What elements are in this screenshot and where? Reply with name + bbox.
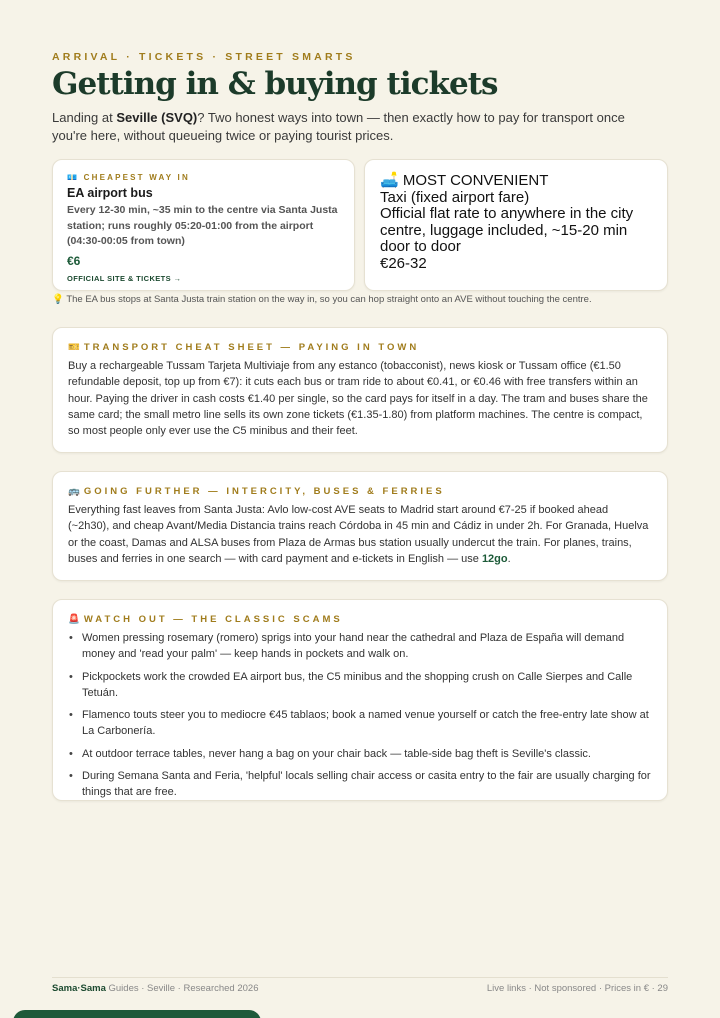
option-price: €26-32 xyxy=(380,254,427,272)
section-heading: 🚌 GOING FURTHER — INTERCITY, BUSES & FERRIES xyxy=(68,486,445,497)
option-card-taxi xyxy=(364,159,668,291)
footer-credits: Sama·Sama Guides · Seville · Researched 2026 xyxy=(52,983,259,994)
option-card-bus xyxy=(52,159,355,291)
section-body: Everything fast leaves from Santa Justa: Avlo low-cost AVE seats to Madrid start around €7-25 if booked ahead (~2h30), and cheap Avant/Media Distancia trains reach Córdoba in 45 min and Cádiz in under 2h. For Granada, Huelva or the coast, Damas and ALSA buses from Plaza de Armas bus station usually undercut the train. For planes, trains, buses and ferries in one search — with card payment and e-tickets in English — use 12go. xyxy=(68,504,649,565)
list-item: • At outdoor terrace tables, never hang a bag on your chair back — table-side bag theft is Seville's classic. xyxy=(68,746,652,762)
sofa-icon: 🛋️ xyxy=(380,172,399,189)
section-heading: 🚨 WATCH OUT — THE CLASSIC SCAMS xyxy=(68,614,343,625)
official-site-link[interactable]: OFFICIAL SITE & TICKETS → xyxy=(67,273,182,283)
section-body: Buy a rechargeable Tussam Tarjeta Multiviaje from any estanco (tobacconist), news kiosk or Tussam office (€1.50 refundable deposit, top up from €7): it cuts each bus or tram ride to about €0.41, or €0.46 with free transfers within an hour. Paying the driver in cash costs €1.40 per single, so the card pays for itself in a day. The tram and buses share the same card; the small metro line sells its own zone tickets (€1.35-1.80) from platform machines. The centre is compact, so most people only ever use the C5 minibus and their feet. xyxy=(68,360,648,438)
list-item: • Pickpockets work the crowded EA airport bus, the C5 minibus and the shopping crush on Calle Sierpes and Calle Tetuán. xyxy=(68,669,652,702)
tip-note: 💡 The EA bus stops at Santa Justa train station on the way in, so you can hop straight onto an AVE without touching the centre. xyxy=(52,294,592,305)
option-title: EA airport bus xyxy=(67,186,153,200)
lightbulb-icon: 💡 xyxy=(52,294,64,305)
money-icon: 💶 xyxy=(67,173,80,182)
12go-link[interactable]: 12go xyxy=(481,552,508,565)
going-further-section xyxy=(52,471,668,581)
intro-rest: ? Two honest ways into town — then exactly how to pay for transport once you're here, without queueing twice or paying tourist prices. xyxy=(52,110,625,143)
section-kicker: ARRIVAL · TICKETS · STREET SMARTS xyxy=(52,51,356,63)
page-title: Getting in & buying tickets xyxy=(52,66,498,102)
option-title: Taxi (fixed airport fare) xyxy=(380,188,530,206)
airport-name: Seville (SVQ) xyxy=(116,110,198,125)
ticket-icon: 🎫 xyxy=(68,342,80,353)
brand-name: Sama·Sama xyxy=(52,983,106,994)
section-heading: 🎫 TRANSPORT CHEAT SHEET — PAYING IN TOWN xyxy=(68,342,420,353)
footer-page-info: Live links · Not sponsored · Prices in € · 29 xyxy=(486,983,668,994)
scam-list xyxy=(68,630,652,801)
option-kicker: 💶 CHEAPEST WAY IN xyxy=(67,173,190,182)
option-kicker: 🛋️ MOST CONVENIENT xyxy=(380,172,549,189)
bus-icon: 🚌 xyxy=(68,486,80,497)
intro-paragraph xyxy=(52,109,652,145)
siren-icon: 🚨 xyxy=(68,614,80,625)
scams-section xyxy=(52,599,668,801)
bottom-banner[interactable] xyxy=(13,1010,261,1018)
transport-cheat-sheet xyxy=(52,327,668,453)
intro-prefix: Landing at xyxy=(52,110,117,125)
list-item: • Flamenco touts steer you to mediocre €45 tablaos; book a named venue yourself or catch the free-entry late show at La Carbonería. xyxy=(68,707,652,740)
list-item: • Women pressing rosemary (romero) sprigs into your hand near the cathedral and Plaza de España will demand money and 'read your palm' — keep hands in pockets and walk on. xyxy=(68,630,652,663)
footer-divider xyxy=(52,977,668,978)
list-item: • During Semana Santa and Feria, 'helpful' locals selling chair access or casita entry to the fair are usually charging for things that are free. xyxy=(68,768,652,801)
option-price: €6 xyxy=(67,253,81,268)
option-description: Every 12-30 min, ~35 min to the centre via Santa Justa station; runs roughly 05:20-01:00 from the airport (04:30-00:05 from town) xyxy=(67,204,338,247)
option-description: Official flat rate to anywhere in the city centre, luggage included, ~15-20 min door to door xyxy=(380,205,634,255)
